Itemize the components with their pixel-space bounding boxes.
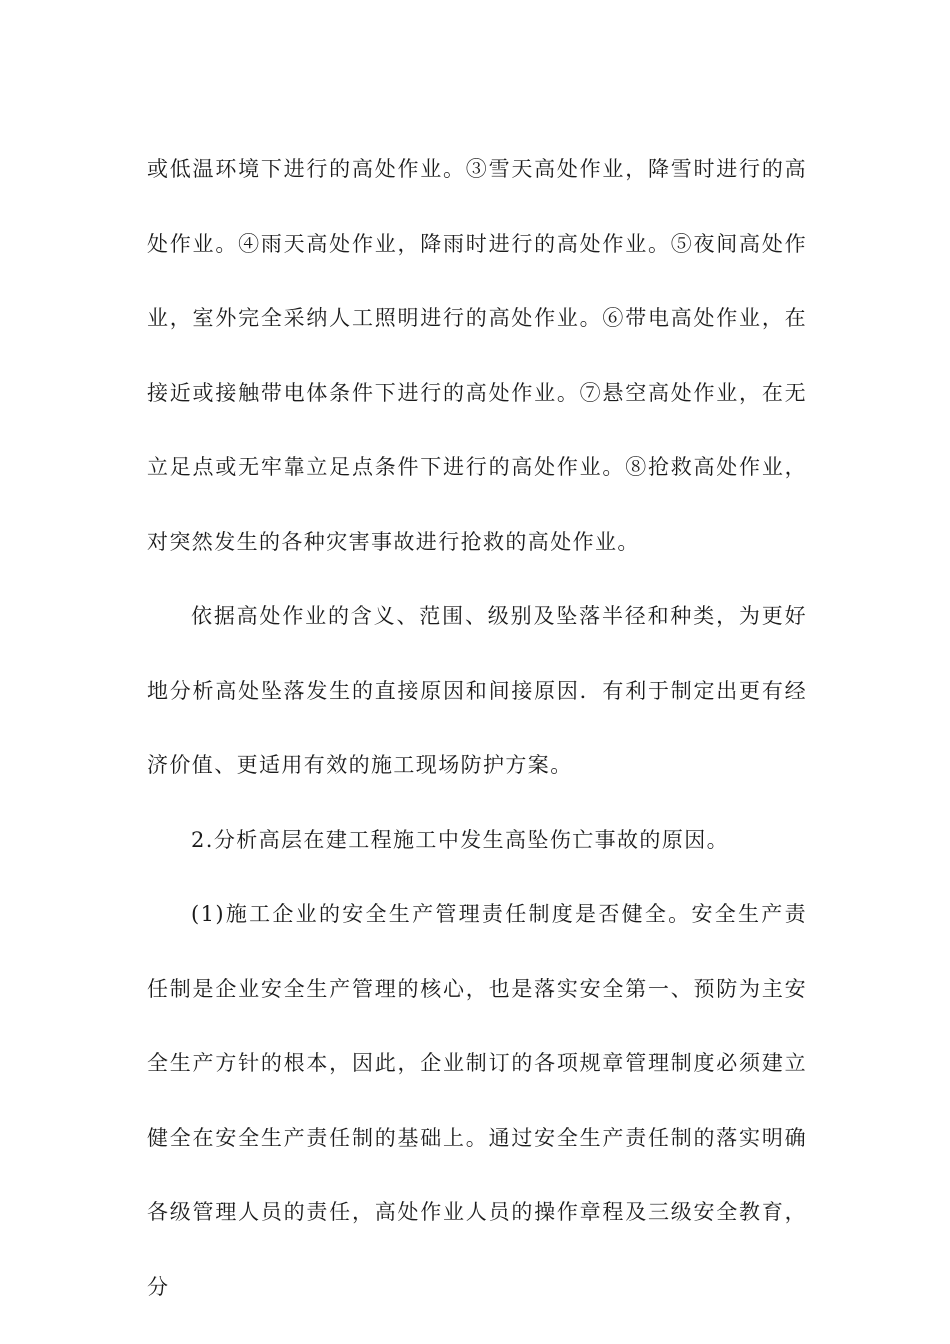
document-body <box>147 132 807 1324</box>
paragraph-analysis-basis: 依据高处作业的含义、范围、级别及坠落半径和种类，为更好地分析高处坠落发生的直接原因和间接原因．有利于制定出更有经济价值、更适用有效的施工现场防护方案。 <box>147 604 807 777</box>
paragraph-safety-responsibility-system: (1)施工企业的安全生产管理责任制度是否健全。安全生产责任制是企业安全生产管理的核心，也是落实安全第一、预防为主安全生产方针的根本，因此，企业制订的各项规章管理制度必须建立健全在安全生产责任制的基础上。通过安全生产责任制的落实明确各级管理人员的责任，高处作业人员的操作章程及三级安全教育，分 <box>147 902 807 1299</box>
section-heading-accident-causes: 2.分析高层在建工程施工中发生高坠伤亡事故的原因。 <box>191 827 730 852</box>
paragraph-high-altitude-work-types: 或低温环境下进行的高处作业。③雪天高处作业，降雪时进行的高处作业。④雨天高处作业，降雨时进行的高处作业。⑤夜间高处作业，室外完全采纳人工照明进行的高处作业。⑥带电高处作业，在接近或接触带电体条件下进行的高处作业。⑦悬空高处作业，在无立足点或无牢靠立足点条件下进行的高处作业。⑧抢救高处作业，对突然发生的各种灾害事故进行抢救的高处作业。 <box>147 157 807 554</box>
